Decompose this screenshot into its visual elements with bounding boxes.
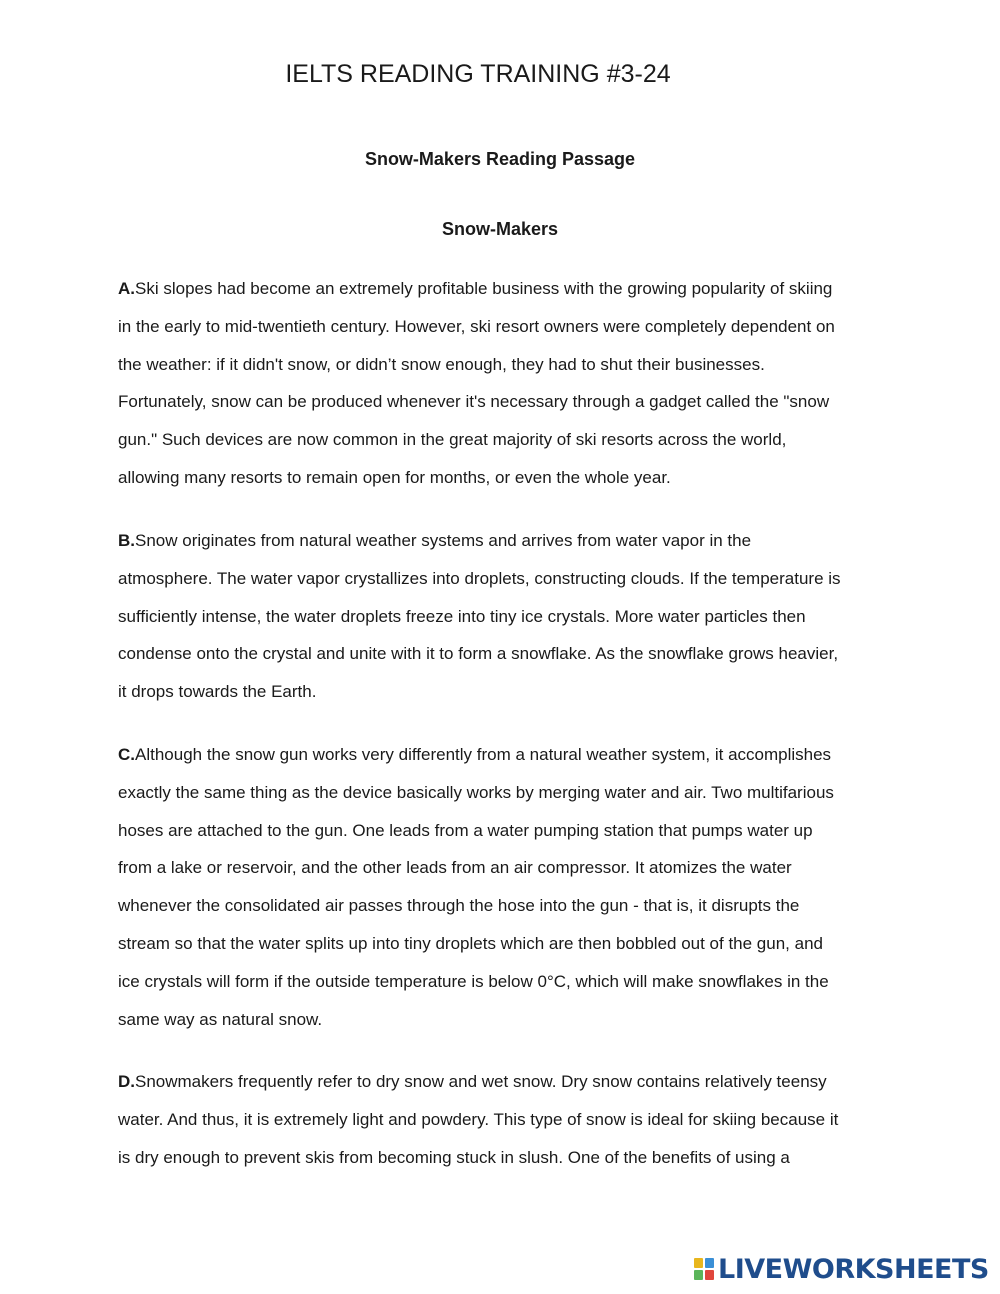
paragraph-letter: D.	[118, 1072, 135, 1091]
paragraph-line: whenever the consolidated air passes through the hose into the gun - that is, it disrupts the	[118, 896, 800, 916]
paragraph-c	[118, 736, 888, 1038]
paragraph-line: A.Ski slopes had become an extremely profitable business with the growing popularity of skiing	[118, 279, 833, 298]
paragraph-line: ice crystals will form if the outside temperature is below 0°C, which will make snowflakes in the	[118, 971, 829, 991]
paragraph-line: from a lake or reservoir, and the other leads from an air compressor. It atomizes the water	[118, 858, 792, 878]
paragraph-b	[118, 522, 888, 711]
paragraph-line: C.Although the snow gun works very differently from a natural weather system, it accomplishes	[118, 745, 832, 764]
paragraph-line: B.Snow originates from natural weather systems and arrives from water vapor in the	[118, 531, 752, 550]
passage-heading: Snow-Makers	[441, 219, 559, 239]
paragraph-line: atmosphere. The water vapor crystallizes into droplets, constructing clouds. If the temperature is	[118, 568, 841, 588]
paragraph-line: D.Snowmakers frequently refer to dry snow and wet snow. Dry snow contains relatively teensy	[118, 1072, 827, 1091]
paragraph-line: water. And thus, it is extremely light and powdery. This type of snow is ideal for skiing because it	[118, 1109, 839, 1129]
paragraph-letter: C.	[118, 745, 135, 764]
paragraph-line: gun." Such devices are now common in the great majority of ski resorts across the world,	[118, 430, 787, 450]
paragraph-line: stream so that the water splits up into tiny droplets which are then bobbled out of the gun, and	[118, 933, 823, 953]
paragraph-line: it drops towards the Earth.	[118, 682, 317, 702]
passage-subtitle: Snow-Makers Reading Passage	[364, 149, 636, 169]
paragraph-line: sufficiently intense, the water droplets freeze into tiny ice crystals. More water particles then	[118, 606, 806, 626]
paragraph-line: Fortunately, snow can be produced whenever it's necessary through a gadget called the "snow	[118, 392, 830, 412]
paragraph-line: hoses are attached to the gun. One leads from a water pumping station that pumps water up	[118, 820, 813, 840]
liveworksheets-logo[interactable]	[694, 1253, 989, 1285]
paragraph-line: condense onto the crystal and unite with it to form a snowflake. As the snowflake grows heavier,	[118, 644, 839, 664]
page-title: IELTS READING TRAINING #3-24	[285, 60, 671, 88]
paragraph-line: same way as natural snow.	[118, 1009, 323, 1029]
paragraph-line: the weather: if it didn't snow, or didn’t snow enough, they had to shut their businesses.	[118, 354, 765, 374]
paragraph-line: allowing many resorts to remain open for months, or even the whole year.	[118, 467, 671, 487]
liveworksheets-logo-icon	[694, 1258, 714, 1280]
paragraph-letter: B.	[118, 531, 135, 550]
paragraph-line: in the early to mid-twentieth century. However, ski resort owners were completely dependent on	[118, 316, 835, 336]
paragraph-line: is dry enough to prevent skis from becoming stuck in slush. One of the benefits of using a	[118, 1147, 790, 1167]
logo-text: LIVEWORKSHEETS	[718, 1253, 989, 1285]
paragraph-line: exactly the same thing as the device basically works by merging water and air. Two multifarious	[118, 782, 834, 802]
paragraph-a	[118, 270, 888, 497]
paragraph-d	[118, 1063, 888, 1176]
paragraph-letter: A.	[118, 279, 135, 298]
